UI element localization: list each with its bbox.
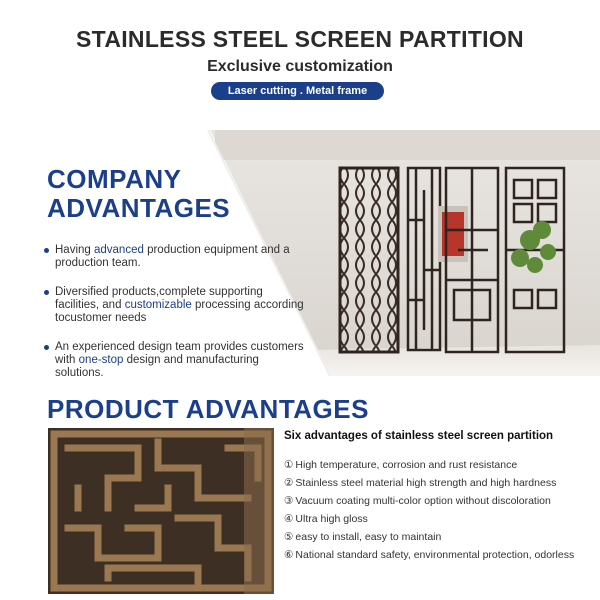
list-item: ② Stainless steel material high strength and high hardness	[284, 477, 557, 489]
list-item: Having advanced production equipment and a production team.	[44, 244, 304, 270]
product-advantages-title: PRODUCT ADVANTAGES	[47, 394, 369, 424]
list-item: ③ Vacuum coating multi-color option without discoloration	[284, 495, 551, 507]
list-item: Diversified products,complete supporting facilities, and customizable processing according tocustomer needs	[44, 286, 304, 325]
company-advantages-list	[44, 244, 304, 396]
screen-pattern-image	[48, 428, 274, 594]
feature-pill: Laser cutting . Metal frame	[211, 82, 384, 100]
list-item: ④ Ultra high gloss	[284, 513, 368, 525]
company-advantages-title: COMPANY ADVANTAGES	[47, 164, 231, 223]
list-item: ⑥ National standard safety, environmental protection, odorless	[284, 549, 575, 561]
list-item: ① High temperature, corrosion and rust resistance	[284, 459, 518, 471]
six-advantages-title: Six advantages of stainless steel screen partition	[284, 430, 554, 442]
page-title: STAINLESS STEEL SCREEN PARTITION	[76, 26, 524, 52]
list-item: ⑤ easy to install, easy to maintain	[284, 531, 442, 543]
six-advantages-list	[284, 456, 584, 565]
page-subtitle: Exclusive customization	[207, 58, 393, 75]
list-item: An experienced design team provides customers with one-stop design and manufacturing solutions.	[44, 341, 304, 380]
